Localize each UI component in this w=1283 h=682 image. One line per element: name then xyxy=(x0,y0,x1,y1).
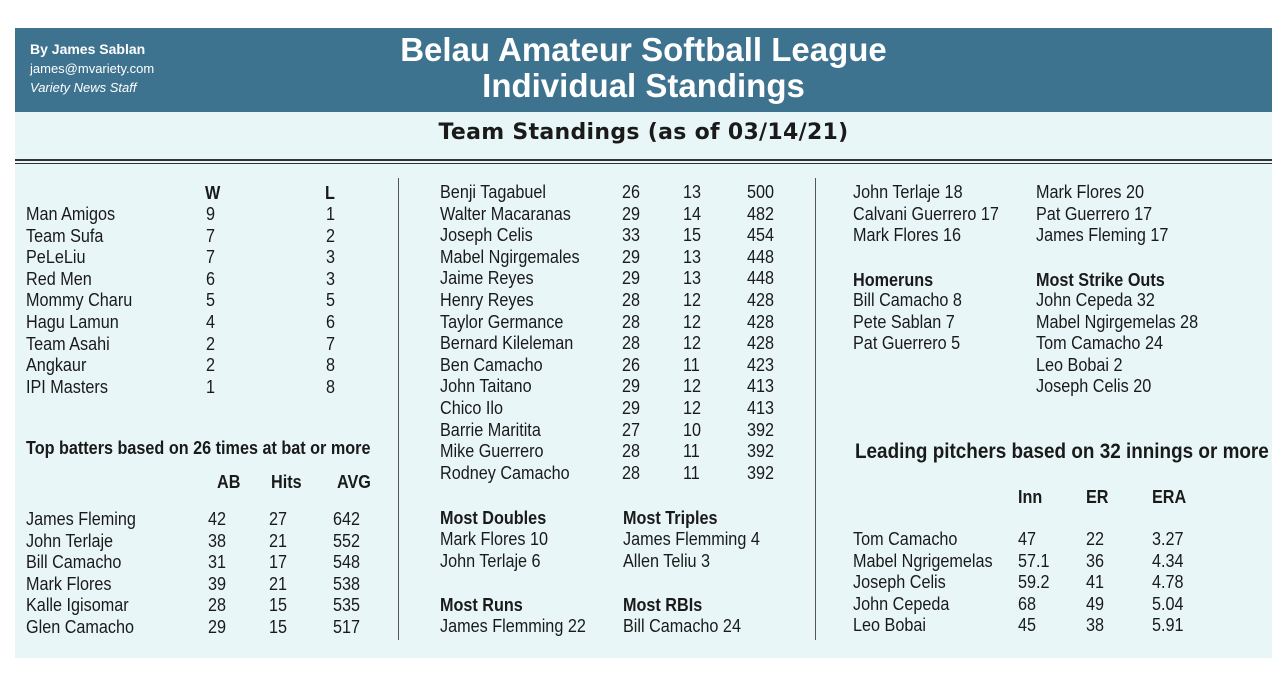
team-wins: 7 xyxy=(206,247,216,268)
table-row xyxy=(26,377,386,399)
list-item: Pat Guerrero 17 xyxy=(1036,203,1153,224)
pitcher-er: 22 xyxy=(1086,529,1105,549)
batters-header-avg: AVG xyxy=(337,472,371,492)
batter-avg: 448 xyxy=(747,246,775,267)
pitcher-innings: 45 xyxy=(1018,615,1037,636)
table-row xyxy=(26,531,386,553)
batter-ab: 33 xyxy=(622,225,641,246)
batter-ab: 28 xyxy=(622,289,641,310)
strikeouts-list xyxy=(1036,290,1216,398)
batter-ab: 28 xyxy=(622,311,641,332)
table-row xyxy=(440,247,800,269)
batter-hits: 10 xyxy=(683,419,702,440)
batter-ab: 31 xyxy=(208,552,227,573)
batter-ab: 39 xyxy=(208,573,227,594)
batter-name: Bernard Kileleman xyxy=(440,333,574,354)
pitcher-innings: 47 xyxy=(1018,529,1037,549)
team-wins: 5 xyxy=(206,290,216,311)
list-item: Mark Flores 16 xyxy=(853,225,962,246)
batter-ab: 29 xyxy=(622,376,641,397)
table-row xyxy=(26,334,386,356)
batter-avg: 413 xyxy=(747,376,775,397)
most-rbis-title: Most RBIs xyxy=(623,595,703,615)
column-divider-2 xyxy=(815,178,816,640)
table-row xyxy=(853,594,1253,616)
batter-ab: 28 xyxy=(622,441,641,462)
title-line-2: Individual Standings xyxy=(482,67,805,104)
pitcher-er: 38 xyxy=(1086,615,1105,636)
batter-avg: 448 xyxy=(747,268,775,289)
team-losses: 8 xyxy=(326,355,336,376)
batter-hits: 17 xyxy=(269,552,288,573)
batter-ab: 26 xyxy=(622,354,641,375)
batter-hits: 13 xyxy=(683,268,702,289)
batter-hits: 15 xyxy=(269,595,288,616)
batter-avg: 392 xyxy=(747,441,775,462)
homeruns-title: Homeruns xyxy=(853,270,934,290)
table-row xyxy=(853,551,1253,573)
table-row xyxy=(440,333,800,355)
batter-name: Benji Tagabuel xyxy=(440,182,546,202)
team-name: Red Men xyxy=(26,268,92,289)
pitcher-name: Tom Camacho xyxy=(853,529,958,549)
batter-name: Kalle Igisomar xyxy=(26,595,129,616)
most-doubles-list xyxy=(440,529,560,572)
team-standings-table xyxy=(26,204,386,398)
batter-name: Henry Reyes xyxy=(440,289,534,310)
team-name: IPI Masters xyxy=(26,376,108,397)
table-row xyxy=(440,182,800,204)
batter-hits: 12 xyxy=(683,397,702,418)
batter-name: Walter Macaranas xyxy=(440,203,571,224)
batter-name: James Fleming xyxy=(26,509,136,529)
divider-rule xyxy=(15,159,1272,161)
team-name: PeLeLiu xyxy=(26,247,86,268)
pitchers-table xyxy=(853,529,1253,637)
pitchers-title: Leading pitchers based on 32 innings or more xyxy=(855,440,1269,463)
team-losses: 3 xyxy=(326,268,336,289)
team-wins: 4 xyxy=(206,311,216,332)
batter-ab: 42 xyxy=(208,509,227,529)
hits-list-right xyxy=(1036,182,1183,247)
batter-name: Mark Flores xyxy=(26,573,112,594)
table-row xyxy=(26,509,386,531)
batter-hits: 27 xyxy=(269,509,288,529)
pitcher-er: 49 xyxy=(1086,593,1105,614)
batter-avg: 517 xyxy=(333,616,361,637)
batter-hits: 13 xyxy=(683,246,702,267)
table-row xyxy=(26,617,386,639)
team-wins: 1 xyxy=(206,376,216,397)
table-row xyxy=(440,441,800,463)
table-row xyxy=(440,312,800,334)
table-row xyxy=(26,226,386,248)
table-row xyxy=(26,204,386,226)
most-rbis-list xyxy=(623,616,754,638)
batter-avg: 482 xyxy=(747,203,775,224)
table-row xyxy=(440,225,800,247)
team-wins: 2 xyxy=(206,355,216,376)
batter-hits: 12 xyxy=(683,333,702,354)
list-item: Joseph Celis 20 xyxy=(1036,376,1152,397)
table-row xyxy=(853,529,1253,551)
batter-hits: 12 xyxy=(683,376,702,397)
most-runs-list xyxy=(440,616,602,638)
batter-ab: 28 xyxy=(622,333,641,354)
team-wins: 6 xyxy=(206,268,216,289)
pitcher-er: 41 xyxy=(1086,572,1105,593)
batters-header-ab: AB xyxy=(217,472,241,492)
pitcher-name: Leo Bobai xyxy=(853,615,926,636)
batter-hits: 12 xyxy=(683,289,702,310)
most-doubles-title: Most Doubles xyxy=(440,508,547,528)
author-email[interactable]: james@mvariety.com xyxy=(30,61,155,76)
table-row xyxy=(440,355,800,377)
batter-avg: 538 xyxy=(333,573,361,594)
batter-ab: 27 xyxy=(622,419,641,440)
batter-hits: 11 xyxy=(683,462,700,483)
batter-hits: 12 xyxy=(683,311,702,332)
team-name: Hagu Lamun xyxy=(26,311,119,332)
team-wins: 9 xyxy=(206,204,216,224)
batter-avg: 428 xyxy=(747,333,775,354)
batter-avg: 413 xyxy=(747,397,775,418)
batter-name: Rodney Camacho xyxy=(440,462,570,483)
section-subtitle: Team Standings (as of 03/14/21) xyxy=(438,120,849,145)
batter-name: John Terlaje xyxy=(26,530,114,551)
batter-avg: 535 xyxy=(333,595,361,616)
batter-hits: 11 xyxy=(683,354,700,375)
batter-ab: 38 xyxy=(208,530,227,551)
pitcher-name: Joseph Celis xyxy=(853,572,946,593)
table-row xyxy=(26,552,386,574)
batter-ab: 28 xyxy=(622,462,641,483)
teams-header-l: L xyxy=(325,183,335,203)
team-name: Man Amigos xyxy=(26,204,116,224)
list-item: Mark Flores 10 xyxy=(440,529,549,549)
pitcher-innings: 57.1 xyxy=(1018,550,1050,571)
team-losses: 7 xyxy=(326,333,336,354)
list-item: James Fleming 17 xyxy=(1036,225,1169,246)
batter-name: Glen Camacho xyxy=(26,616,135,637)
team-name: Angkaur xyxy=(26,355,87,376)
batter-name: Mabel Ngirgemales xyxy=(440,246,580,267)
standings-panel xyxy=(15,28,1272,658)
column-divider-1 xyxy=(398,178,399,640)
team-losses: 6 xyxy=(326,311,336,332)
table-row xyxy=(440,290,800,312)
pitcher-era: 3.27 xyxy=(1152,529,1184,549)
hits-list-left xyxy=(853,182,1015,247)
team-losses: 8 xyxy=(326,376,336,397)
list-item: John Terlaje 18 xyxy=(853,182,963,202)
list-item: James Flemming 4 xyxy=(623,529,760,549)
table-row xyxy=(26,247,386,269)
table-row xyxy=(26,574,386,596)
batter-hits: 15 xyxy=(683,225,702,246)
table-row xyxy=(440,463,800,485)
table-row xyxy=(26,269,386,291)
author-staff: Variety News Staff xyxy=(30,80,137,95)
list-item: Tom Camacho 24 xyxy=(1036,333,1163,354)
table-row xyxy=(440,268,800,290)
batter-ab: 28 xyxy=(208,595,227,616)
batter-avg: 548 xyxy=(333,552,361,573)
most-triples-title: Most Triples xyxy=(623,508,718,528)
team-name: Mommy Charu xyxy=(26,290,133,311)
table-row xyxy=(853,572,1253,594)
batter-ab: 29 xyxy=(208,616,227,637)
batter-hits: 11 xyxy=(683,441,700,462)
list-item: John Terlaje 6 xyxy=(440,550,541,571)
team-losses: 5 xyxy=(326,290,336,311)
batter-avg: 428 xyxy=(747,289,775,310)
pitcher-er: 36 xyxy=(1086,550,1105,571)
batter-avg: 428 xyxy=(747,311,775,332)
list-item: Leo Bobai 2 xyxy=(1036,354,1123,375)
batter-name: Mike Guerrero xyxy=(440,441,544,462)
list-item: Allen Teliu 3 xyxy=(623,550,711,571)
batter-name: Joseph Celis xyxy=(440,225,533,246)
table-row xyxy=(853,615,1253,637)
batter-hits: 15 xyxy=(269,616,288,637)
pitcher-innings: 68 xyxy=(1018,593,1037,614)
batter-ab: 29 xyxy=(622,203,641,224)
divider-rule-thin xyxy=(15,163,1272,164)
table-row xyxy=(26,355,386,377)
batters-title: Top batters based on 26 times at bat or more xyxy=(26,438,371,458)
list-item: Mabel Ngirgemelas 28 xyxy=(1036,311,1199,332)
batter-ab: 29 xyxy=(622,268,641,289)
list-item: Bill Camacho 8 xyxy=(853,290,962,310)
list-item: Pat Guerrero 5 xyxy=(853,333,961,354)
batter-ab: 29 xyxy=(622,397,641,418)
batters-table-part-1 xyxy=(26,509,386,639)
batter-avg: 642 xyxy=(333,509,361,529)
batter-hits: 21 xyxy=(269,573,288,594)
list-item: Calvani Guerrero 17 xyxy=(853,203,999,224)
batter-ab: 26 xyxy=(622,182,641,202)
batter-name: Ben Camacho xyxy=(440,354,543,375)
table-row xyxy=(26,290,386,312)
batter-hits: 21 xyxy=(269,530,288,551)
table-row xyxy=(440,376,800,398)
list-item: Mark Flores 20 xyxy=(1036,182,1145,202)
batters-table-part-2 xyxy=(440,182,800,484)
batter-name: John Taitano xyxy=(440,376,532,397)
batter-hits: 13 xyxy=(683,182,702,202)
table-row xyxy=(26,595,386,617)
batter-avg: 423 xyxy=(747,354,775,375)
batter-avg: 392 xyxy=(747,419,775,440)
batter-name: Bill Camacho xyxy=(26,552,122,573)
batter-ab: 29 xyxy=(622,246,641,267)
team-losses: 3 xyxy=(326,247,336,268)
pitcher-era: 5.91 xyxy=(1152,615,1184,636)
team-wins: 2 xyxy=(206,333,216,354)
author-name: By James Sablan xyxy=(30,41,146,57)
team-losses: 2 xyxy=(326,225,336,246)
batter-avg: 500 xyxy=(747,182,775,202)
teams-header-w: W xyxy=(205,183,221,203)
team-name: Team Asahi xyxy=(26,333,110,354)
table-row xyxy=(440,420,800,442)
list-item: Bill Camacho 24 xyxy=(623,616,741,636)
page-title xyxy=(15,32,1272,104)
batter-name: Taylor Germance xyxy=(440,311,564,332)
batter-name: Barrie Maritita xyxy=(440,419,541,440)
batter-hits: 14 xyxy=(683,203,702,224)
homeruns-list xyxy=(853,290,974,355)
batter-avg: 552 xyxy=(333,530,361,551)
pitchers-header-era: ERA xyxy=(1152,487,1187,507)
list-item: James Flemming 22 xyxy=(440,616,586,636)
batter-name: Chico Ilo xyxy=(440,397,504,418)
pitcher-era: 4.34 xyxy=(1152,550,1184,571)
batters-header-hits: Hits xyxy=(271,472,302,492)
team-losses: 1 xyxy=(326,204,336,224)
most-runs-title: Most Runs xyxy=(440,595,523,615)
strikeouts-title: Most Strike Outs xyxy=(1036,270,1165,290)
batter-name: Jaime Reyes xyxy=(440,268,534,289)
most-triples-list xyxy=(623,529,775,572)
pitcher-name: Mabel Ngrigemelas xyxy=(853,550,993,571)
list-item: Pete Sablan 7 xyxy=(853,311,955,332)
pitcher-name: John Cepeda xyxy=(853,593,950,614)
pitchers-header-er: ER xyxy=(1086,487,1109,507)
table-row xyxy=(26,312,386,334)
team-wins: 7 xyxy=(206,225,216,246)
pitcher-innings: 59.2 xyxy=(1018,572,1050,593)
list-item: John Cepeda 32 xyxy=(1036,290,1155,310)
header-banner xyxy=(15,28,1272,112)
batter-avg: 392 xyxy=(747,462,775,483)
title-line-1: Belau Amateur Softball League xyxy=(400,31,887,68)
table-row xyxy=(440,398,800,420)
team-name: Team Sufa xyxy=(26,225,104,246)
pitcher-era: 4.78 xyxy=(1152,572,1184,593)
pitchers-header-inn: Inn xyxy=(1018,487,1043,507)
batter-avg: 454 xyxy=(747,225,775,246)
pitcher-era: 5.04 xyxy=(1152,593,1184,614)
table-row xyxy=(440,204,800,226)
